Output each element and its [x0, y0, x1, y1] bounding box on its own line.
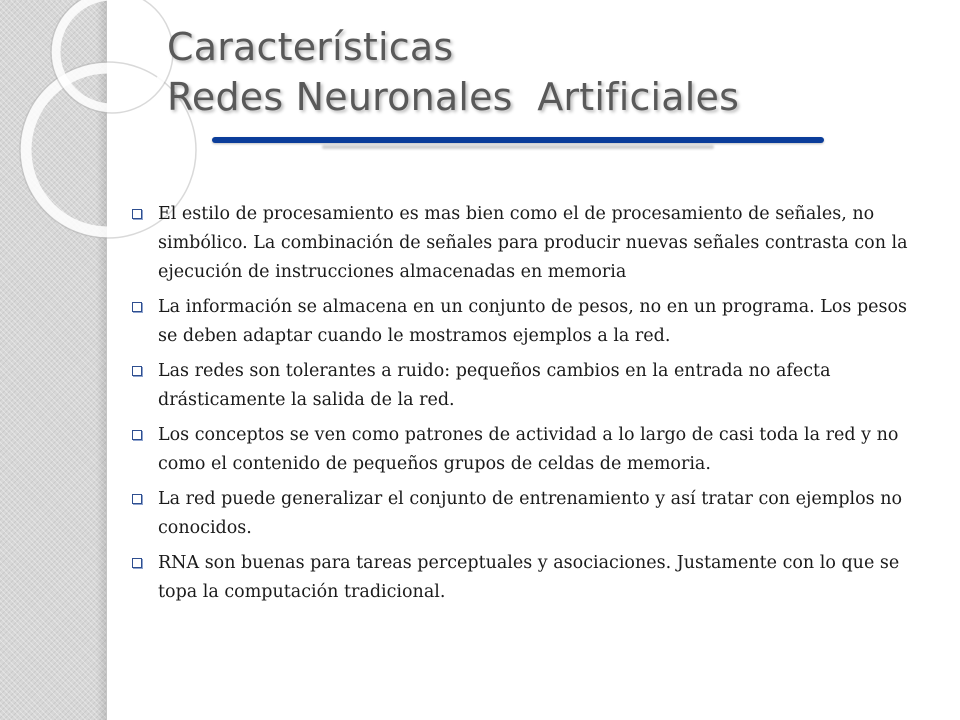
bullet-item-4	[130, 421, 920, 479]
title-line-2: Redes Neuronales Artificiales	[167, 75, 740, 119]
hollow-square-bullet-icon	[132, 494, 142, 504]
hollow-square-bullet-icon	[132, 366, 142, 376]
bullet-item-6	[130, 549, 920, 607]
bullet-item-1	[130, 200, 920, 287]
hollow-square-bullet-icon	[132, 302, 142, 312]
bullet-item-5	[130, 485, 920, 543]
bullet-text: Las redes son tolerantes a ruido: pequeños cambios en la entrada no afecta drásticamente la salida de la red.	[158, 361, 831, 410]
title-underline	[212, 137, 824, 143]
title-line-1: Características	[167, 25, 454, 69]
bullet-item-2	[130, 293, 920, 351]
slide-title	[167, 22, 867, 122]
bullet-list	[130, 200, 920, 613]
bullet-text: El estilo de procesamiento es mas bien como el de procesamiento de señales, no simbólico. La combinación de señales para producir nuevas señales contrasta con la ejecución de instrucciones almacenadas en memoria	[158, 204, 908, 282]
title-underline-shadow	[322, 145, 714, 149]
decorative-ring-inner	[56, 0, 168, 108]
bullet-text: La red puede generalizar el conjunto de entrenamiento y así tratar con ejemplos no conocidos.	[158, 489, 903, 538]
hollow-square-bullet-icon	[132, 558, 142, 568]
bullet-item-3	[130, 357, 920, 415]
hollow-square-bullet-icon	[132, 209, 142, 219]
bullet-text: La información se almacena en un conjunto de pesos, no en un programa. Los pesos se deben adaptar cuando le mostramos ejemplos a la red.	[158, 297, 908, 346]
bullet-text: RNA son buenas para tareas perceptuales y asociaciones. Justamente con lo que se topa la computación tradicional.	[158, 553, 900, 602]
hollow-square-bullet-icon	[132, 430, 142, 440]
bullet-text: Los conceptos se ven como patrones de actividad a lo largo de casi toda la red y no como el contenido de pequeños grupos de celdas de memoria.	[158, 425, 899, 474]
